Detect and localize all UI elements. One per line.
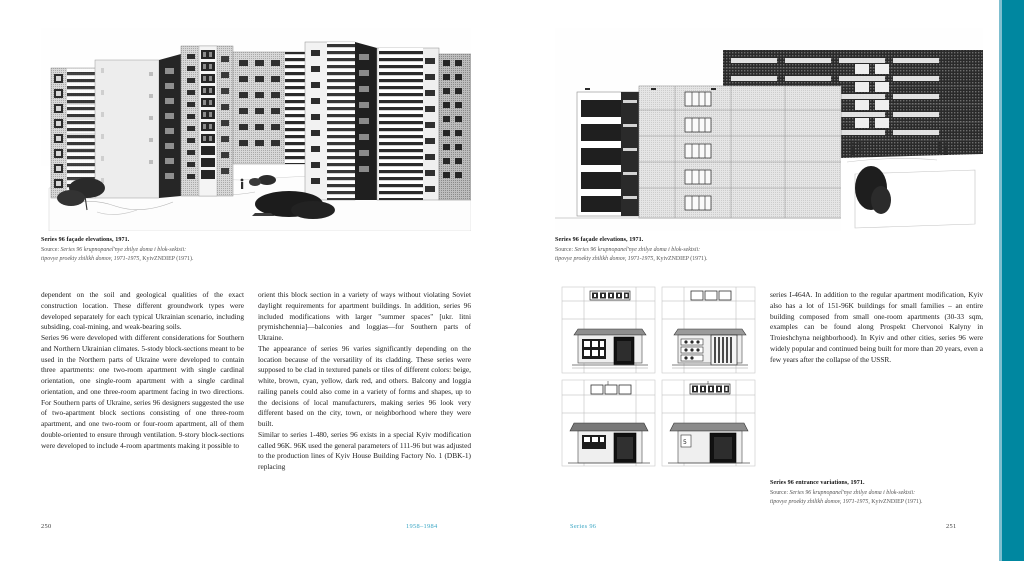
body-text-3: series I-464A. In addition to the regular apartment modification, Kyiv also has a lot of 151-96K buildings for small families – an entire building composed from small one-room apartments (30-33 sqm, examples can be found along Prospekt Chervonoi Kalyny in Troieshchyna neighborhood). In Kyiv and other cities, series 96 were widely popular and continued being built for more than 20 years, even a few years after the collapse of the USSR. — [770, 290, 983, 364]
entrance-variations-illustration — [560, 285, 757, 468]
running-head-left: 1958–1984 — [406, 523, 438, 530]
facade-elevation-illustration-left — [41, 28, 471, 231]
running-head-right: Series 96 — [570, 523, 597, 530]
page-edge-band — [1002, 0, 1024, 561]
caption-source-prefix: Source: — [41, 246, 61, 253]
svg-text:5: 5 — [683, 439, 687, 446]
caption-figure-2 — [555, 236, 855, 265]
page-right — [512, 0, 1002, 561]
caption-source — [41, 246, 341, 265]
body-column-2 — [258, 290, 471, 473]
caption-source — [770, 489, 985, 508]
caption-source-italic-1: Series 96 krupnopanel'nye zhilye doma i blok-sektsii: — [789, 489, 916, 496]
caption-source-tail: KyivZNDIEP (1971). — [869, 499, 923, 506]
caption-source-italic-1: Series 96 krupnopanel'nye zhilye doma i blok-sektsii: — [60, 246, 187, 253]
figure-series-96-entrance-variations — [560, 285, 757, 468]
figure-series-96-facade-elevations-right — [555, 28, 983, 231]
caption-source-italic-2: tipovye proekty zhilikh domov, 1971-1975, — [41, 256, 141, 263]
caption-source-prefix: Source: — [555, 246, 575, 253]
caption-title: Series 96 entrance variations, 1971. — [770, 480, 865, 486]
caption-figure-3 — [770, 479, 985, 508]
caption-source-italic-1: Series 96 krupnopanel'nye zhilye doma i blok-sektsii: — [574, 246, 701, 253]
caption-source-tail: KyivZNDIEP (1971). — [140, 256, 194, 263]
caption-source — [555, 246, 855, 265]
caption-source-italic-2: tipovye proekty zhilikh domov, 1971-1975, — [770, 499, 870, 506]
caption-source-prefix: Source: — [770, 489, 790, 496]
facade-elevation-illustration-right — [555, 28, 983, 231]
body-text-2-para-1: The appearance of series 96 varies significantly depending on the location because of the versatility of its cladding. These series were supposed to be clad in textured panels or tiles of different colors: beige, white, brown, cyan, yellow, dark red, and others. Balcony and loggia railing panels could also come in a variety of forms and shapes, up to the decisions of local manufacturers, making series 96 look very different based on the city, town, or neighborhood where they were built. — [258, 343, 471, 428]
body-text-2-para-2: Similar to series 1-480, series 96 exists in a special Kyiv modification called 96K. 96K used the general parameters of 111-96 but was adjusted to the production lines of Kyiv House Building Factory No. 1 (DBK-1) replacing — [258, 429, 471, 471]
body-text-1-para-1: Series 96 were developed with different considerations for Southern and Northern Ukrainian climates. 5-stody block-sections meant to be used in the Northern parts of Ukraine were developed to contain three apartments: one two-room apartment with single cardinal orientation, one single-room apartment with a single cardinal orientation, and one three-room apartment facing in two directions. For Southern parts of Ukraine, series 96 designers suggested the use of two-apartment block sections consisting of one three-room apartment, and one two-room or four-room apartment, all of them double-oriented to ensure through ventilation. 9-story block-sections were developed to include 4-room apartments making it possible to — [41, 333, 244, 450]
body-column-3 — [770, 290, 983, 365]
caption-source-italic-2: tipovye proekty zhilikh domov, 1971-1975, — [555, 256, 655, 263]
folio-left: 250 — [41, 523, 52, 530]
folio-right: 251 — [946, 523, 957, 530]
caption-title: Series 96 façade elevations, 1971. — [555, 237, 644, 243]
figure-series-96-facade-elevations-left — [41, 28, 471, 231]
body-text-1: dependent on the soil and geological qualities of the exact construction location. These different groundwork types were developed separately for each typical Ukrainian scenario, including subsiding, coal-mining, and weak-bearing soils. — [41, 290, 244, 332]
caption-title: Series 96 façade elevations, 1971. — [41, 237, 130, 243]
body-column-1 — [41, 290, 244, 451]
caption-figure-1 — [41, 236, 341, 265]
body-text-2: orient this block section in a variety of ways without violating Soviet daylight requirements for apartment buildings. In addition, series 96 included modifications with larger "summer spaces" [ukr. litni prymishchennia]—balconies and loggias—for Southern parts of Ukraine. — [258, 290, 471, 342]
caption-source-tail: KyivZNDIEP (1971). — [654, 256, 708, 263]
